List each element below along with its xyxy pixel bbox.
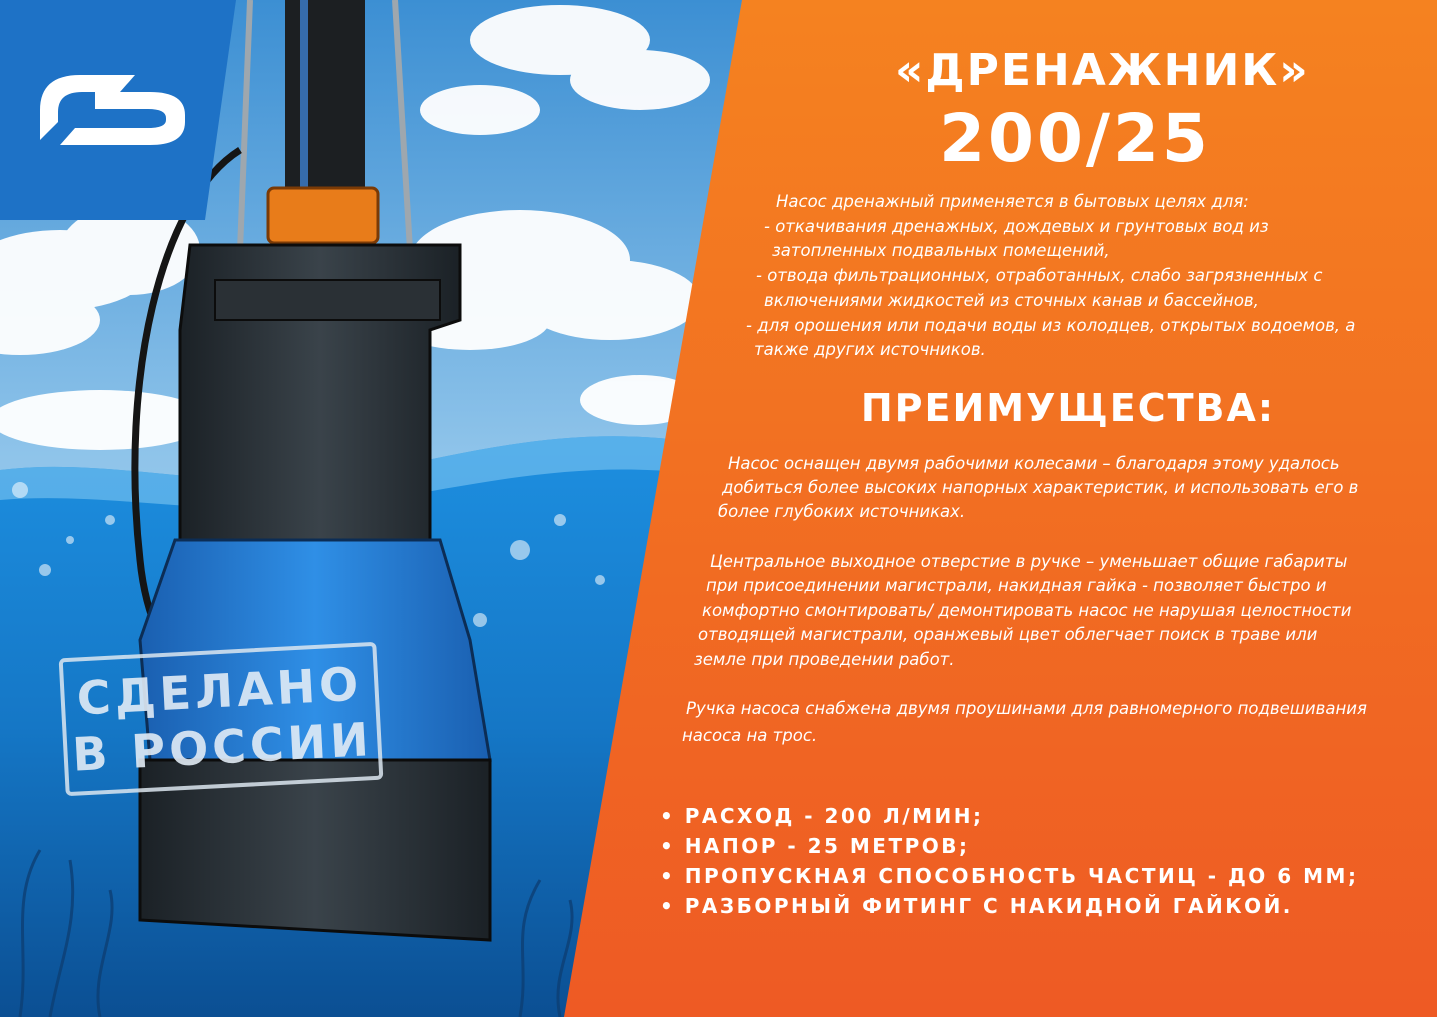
intro-line: включениями жидкостей из сточных канав и бассейнов, xyxy=(764,291,1259,310)
stamp-line: СДЕЛАНО xyxy=(75,656,364,726)
intro-line: - для орошения или подачи воды из колодцев, открытых водоемов, а xyxy=(746,316,1356,335)
product-model: 200/25 xyxy=(939,100,1211,177)
advantage-line: Ручка насоса снабжена двумя проушинами для равномерного подвешивания xyxy=(686,699,1367,718)
advantage-line: более глубоких источниках. xyxy=(718,502,966,521)
intro-line: Насос дренажный применяется в бытовых целях для: xyxy=(776,192,1249,211)
made-in-russia-stamp xyxy=(59,642,384,796)
intro-line: затопленных подвальных помещений, xyxy=(772,241,1110,260)
spec-item: • НАПОР - 25 МЕТРОВ; xyxy=(660,834,970,858)
advantage-line: Насос оснащен двумя рабочими колесами – благодаря этому удалось xyxy=(728,454,1340,473)
advantage-line: земле при проведении работ. xyxy=(694,650,955,669)
intro-line: также других источников. xyxy=(754,340,986,359)
advantages-heading: ПРЕИМУЩЕСТВА: xyxy=(860,386,1276,430)
advantage-line: при присоединении магистрали, накидная гайка - позволяет быстро и xyxy=(706,576,1327,595)
advantage-line: насоса на трос. xyxy=(682,726,818,745)
intro-line: - откачивания дренажных, дождевых и грунтовых вод из xyxy=(764,217,1269,236)
intro-line: - отвода фильтрационных, отработанных, слабо загрязненных с xyxy=(756,266,1323,285)
advantage-line: комфортно смонтировать/ демонтировать насос не нарушая целостности xyxy=(702,601,1352,620)
spec-item: • РАСХОД - 200 Л/МИН; xyxy=(660,804,984,828)
advantage-line: Центральное выходное отверстие в ручке – уменьшает общие габариты xyxy=(710,552,1348,571)
stamp-line: В РОССИИ xyxy=(71,712,374,782)
advantage-line: добиться более высоких напорных характеристик, и использовать его в xyxy=(722,478,1359,497)
product-title: «ДРЕНАЖНИК» xyxy=(895,45,1310,96)
spec-item: • РАЗБОРНЫЙ ФИТИНГ С НАКИДНОЙ ГАЙКОЙ. xyxy=(660,894,1293,918)
spec-item: • ПРОПУСКНАЯ СПОСОБНОСТЬ ЧАСТИЦ - ДО 6 ММ; xyxy=(660,864,1359,888)
advantage-line: отводящей магистрали, оранжевый цвет облегчает поиск в траве или xyxy=(698,625,1318,644)
